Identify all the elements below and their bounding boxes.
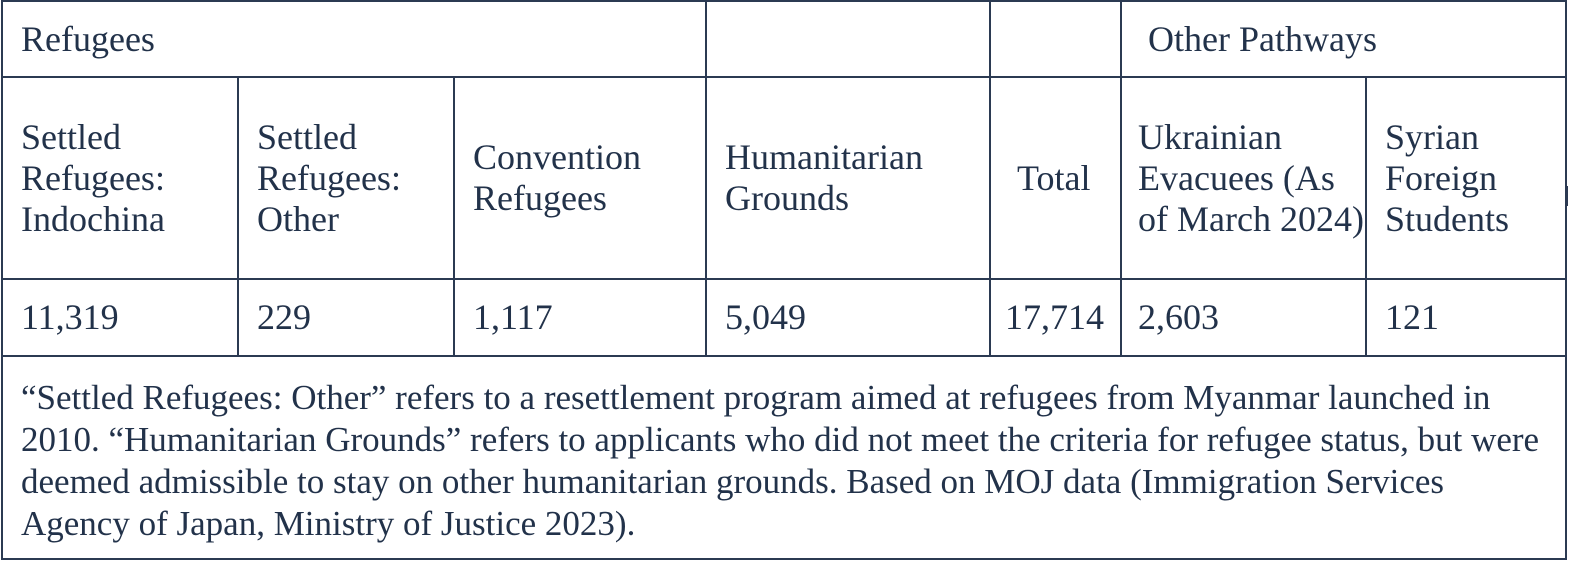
note-row [2, 356, 1566, 559]
column-header-settled-other: Settled Refugees: Other [238, 77, 454, 279]
value-total: 17,714 [990, 279, 1121, 356]
value-settled-indochina: 11,319 [2, 279, 238, 356]
value-humanitarian-grounds: 5,049 [706, 279, 990, 356]
column-header-total: Total [990, 77, 1121, 279]
column-header-syrian-students: Syrian Foreign Students [1366, 77, 1566, 279]
table-footnote: “Settled Refugees: Other” refers to a resettlement program aimed at refugees from Myanmar launched in 2010. “Humanitarian Grounds” refers to applicants who did not meet the criteria for refugee status, but were deemed admissible to stay on other humanitarian grounds. Based on MOJ data (Immigration Services Agency of Japan, Ministry of Justice 2023). [2, 356, 1566, 559]
value-row [2, 279, 1566, 356]
group-header-other-pathways: Other Pathways [1121, 1, 1566, 77]
column-header-settled-indochina: Settled Refugees: Indochina [2, 77, 238, 279]
value-convention-refugees: 1,117 [454, 279, 706, 356]
value-syrian-students: 121 [1366, 279, 1566, 356]
group-header-blank [990, 1, 1121, 77]
value-settled-other: 229 [238, 279, 454, 356]
column-header-humanitarian-grounds: Humanitarian Grounds [706, 77, 990, 279]
group-header-refugees: Refugees [2, 1, 706, 77]
group-header-blank [706, 1, 990, 77]
value-ukrainian-evacuees: 2,603 [1121, 279, 1366, 356]
column-header-row [2, 77, 1566, 279]
column-header-convention-refugees: Convention Refugees [454, 77, 706, 279]
group-header-row [2, 1, 1566, 77]
column-header-ukrainian-evacuees: Ukrainian Evacuees (As of March 2024) [1121, 77, 1366, 279]
border-fragment [1566, 186, 1568, 206]
refugee-statistics-table [1, 0, 1567, 560]
